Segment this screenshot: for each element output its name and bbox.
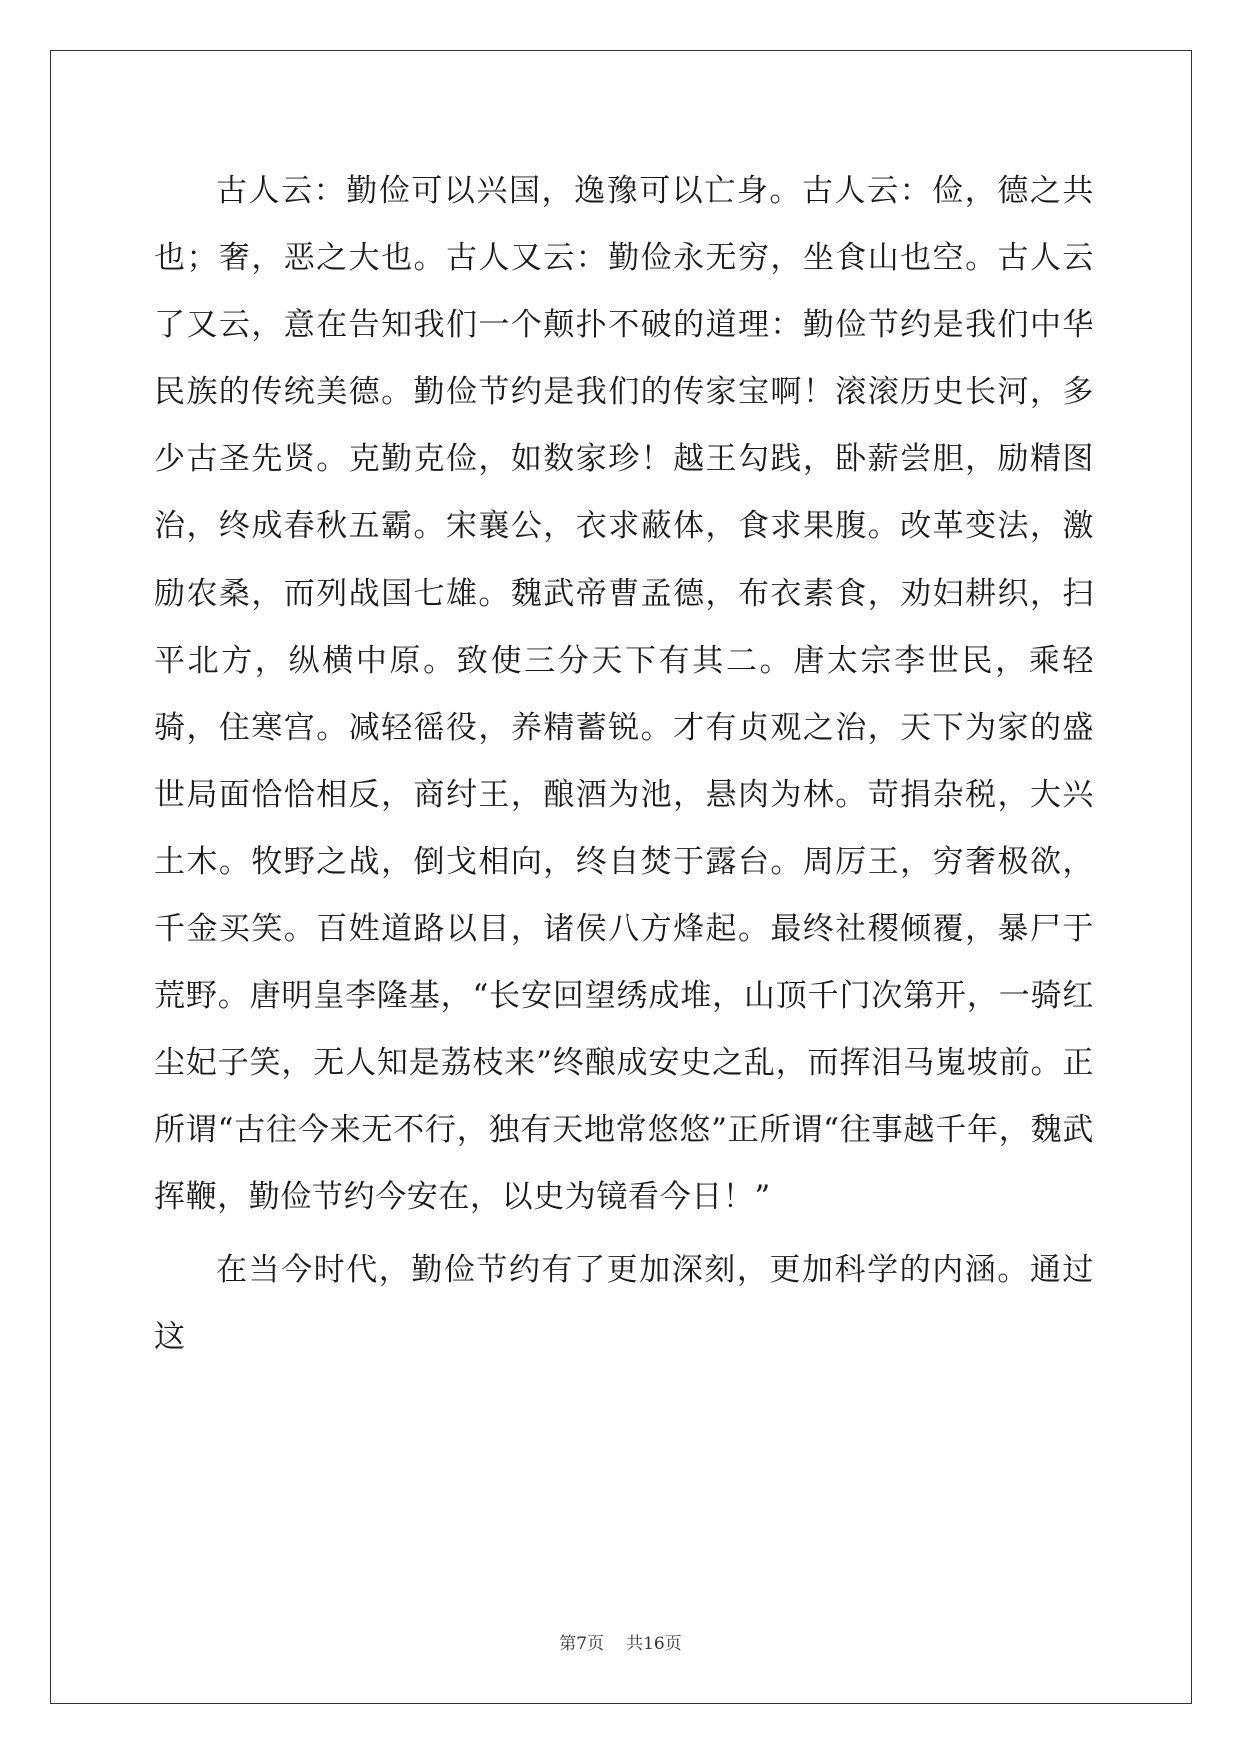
paragraph-1: 古人云：勤俭可以兴国，逸豫可以亡身。古人云：俭，德之共也；奢，恶之大也。古人又云：勤俭永无穷，坐食山也空。古人云了又云，意在告知我们一个颠扑不破的道理：勤俭节约是我们中华民族的传统美德。勤俭节约是我们的传家宝啊！滚滚历史长河，多少古圣先贤。克勤克俭，如数家珍！越王勾践，卧薪尝胆，励精图治，终成春秋五霸。宋襄公，衣求蔽体，食求果腹。改革变法，激励农桑，而列战国七雄。魏武帝曹孟德，布衣素食，劝妇耕织，扫平北方，纵横中原。致使三分天下有其二。唐太宗李世民，乘轻骑，住寒宫。减轻徭役，养精蓄锐。才有贞观之治，天下为家的盛世局面恰恰相反，商纣王，酿酒为池，悬肉为林。苛捐杂税，大兴土木。牧野之战，倒戈相向，终自焚于露台。周厉王，穷奢极欲，千金买笑。百姓道路以目，诸侯八方烽起。最终社稷倾覆，暴尸于荒野。唐明皇李隆基，“长安回望绣成堆，山顶千门次第开，一骑红尘妃子笑，无人知是荔枝来”终酿成安史之乱，而挥泪马嵬坡前。正所谓“古往今来无不行，独有天地常悠悠”正所谓“往事越千年，魏武挥鞭，勤俭节约今安在，以史为镜看今日！”	[154, 173, 1094, 1216]
total-pages: 共16页	[626, 1634, 682, 1654]
paragraph-2: 在当今时代，勤俭节约有了更加深刻，更加科学的内涵。通过这	[154, 1251, 1094, 1355]
page-number: 第7页	[559, 1634, 605, 1654]
document-body	[154, 158, 1094, 1371]
page-footer	[0, 1629, 1241, 1654]
